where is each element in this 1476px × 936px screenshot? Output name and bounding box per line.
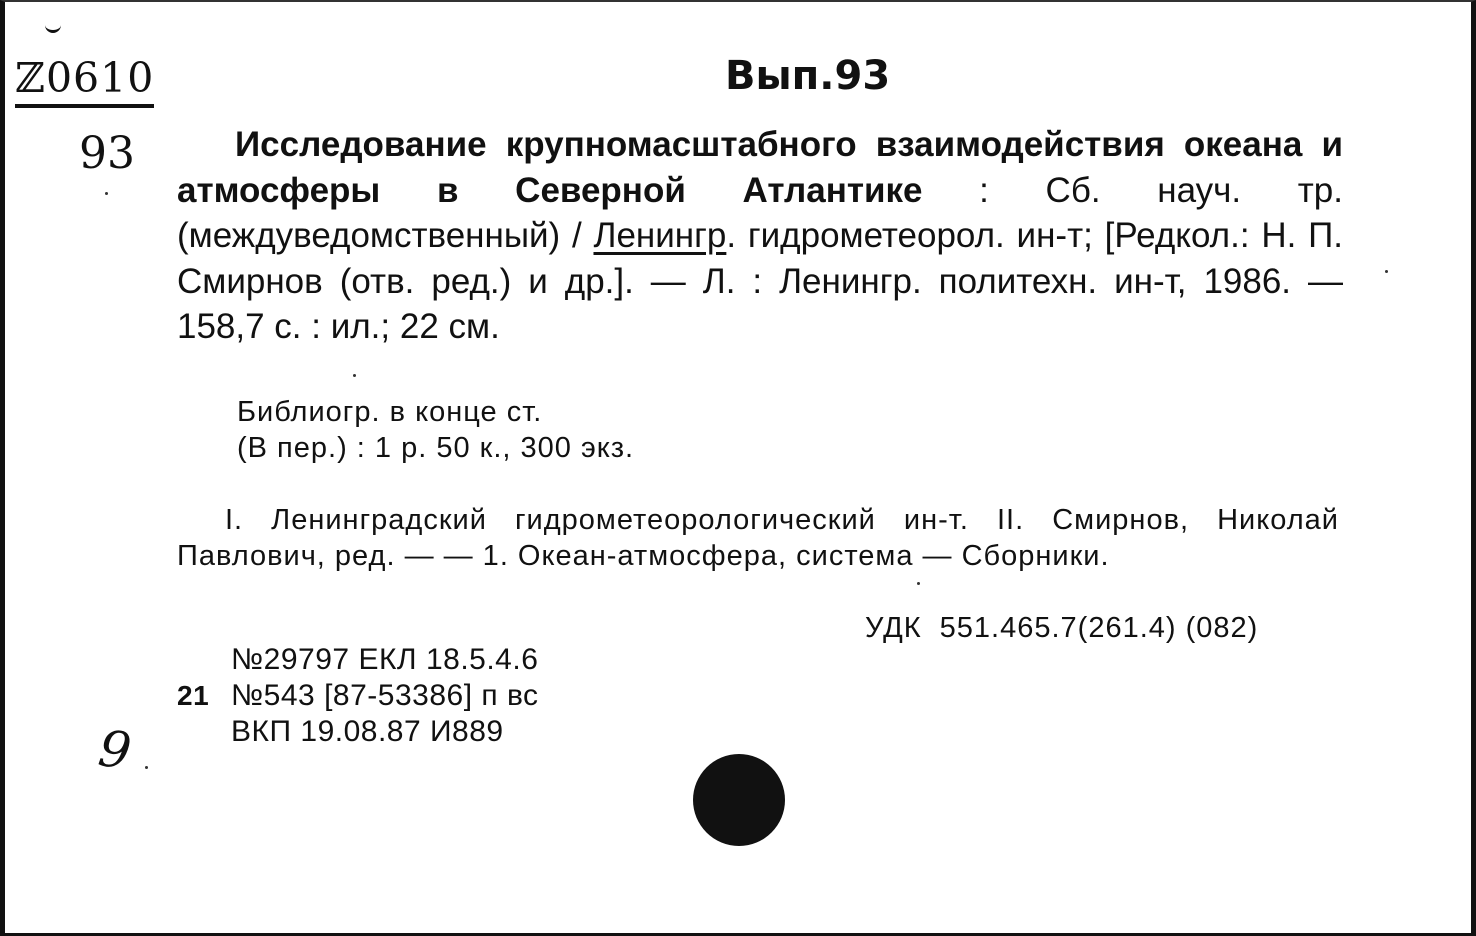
udc-classification: [865, 610, 1258, 646]
ink-speck: [1385, 270, 1388, 273]
ink-speck: [353, 374, 356, 377]
subject-tracings: [177, 502, 1339, 574]
publication-subtitle: : Сб. науч. тр. (междуведомственный) /: [177, 170, 1343, 255]
breve-mark-icon: [45, 20, 61, 33]
shelf-mark-number: 0610: [45, 54, 155, 102]
underlined-word: Ленингр: [593, 216, 727, 255]
accession-line-1: №29797 ЕКЛ 18.5.4.6: [231, 643, 539, 676]
udc-value: 551.465.7(261.4) (082): [939, 612, 1259, 644]
publication-imprint: . гидрометеорол. ин-т; [Редкол.: Н. П. Смирнов (отв. ред.) и др.]. — Л. : Ленингр. политехн. ин-т, 1986. — 158,7 с. : ил.; 22 см.: [177, 216, 1343, 346]
price-note: (В пер.) : 1 р. 50 к., 300 экз.: [237, 432, 635, 464]
accession-line-3: ВКП 19.08.87 И889: [231, 715, 504, 748]
accession-prefix: 21: [177, 680, 210, 711]
issue-label: Вып.93: [725, 53, 891, 99]
shelf-mark: [15, 54, 154, 108]
shelf-mark-symbol-icon: ℤ: [15, 54, 46, 102]
tracings-text: I. Ленинградский гидрометеорологический ин-т. II. Смирнов, Николай Павлович, ред. — — 1. Океан-атмосфера, система — Сборники.: [177, 504, 1339, 572]
bibliographic-description: [177, 122, 1343, 350]
udc-label: УДК: [865, 612, 922, 644]
entry-number: 93: [79, 128, 135, 179]
ink-speck: [105, 192, 108, 195]
ink-speck: [145, 766, 148, 769]
ink-speck: [917, 582, 920, 585]
accession-line-2: №543 [87-53386] п вс: [231, 679, 539, 712]
handwritten-number: 9: [95, 719, 135, 781]
bibliography-note: Библиогр. в конце ст.: [237, 396, 543, 428]
publication-title: Исследование крупномасштабного взаимодействия океана и атмосферы в Северной Атлантике: [177, 125, 1343, 210]
punch-hole: [693, 754, 785, 846]
